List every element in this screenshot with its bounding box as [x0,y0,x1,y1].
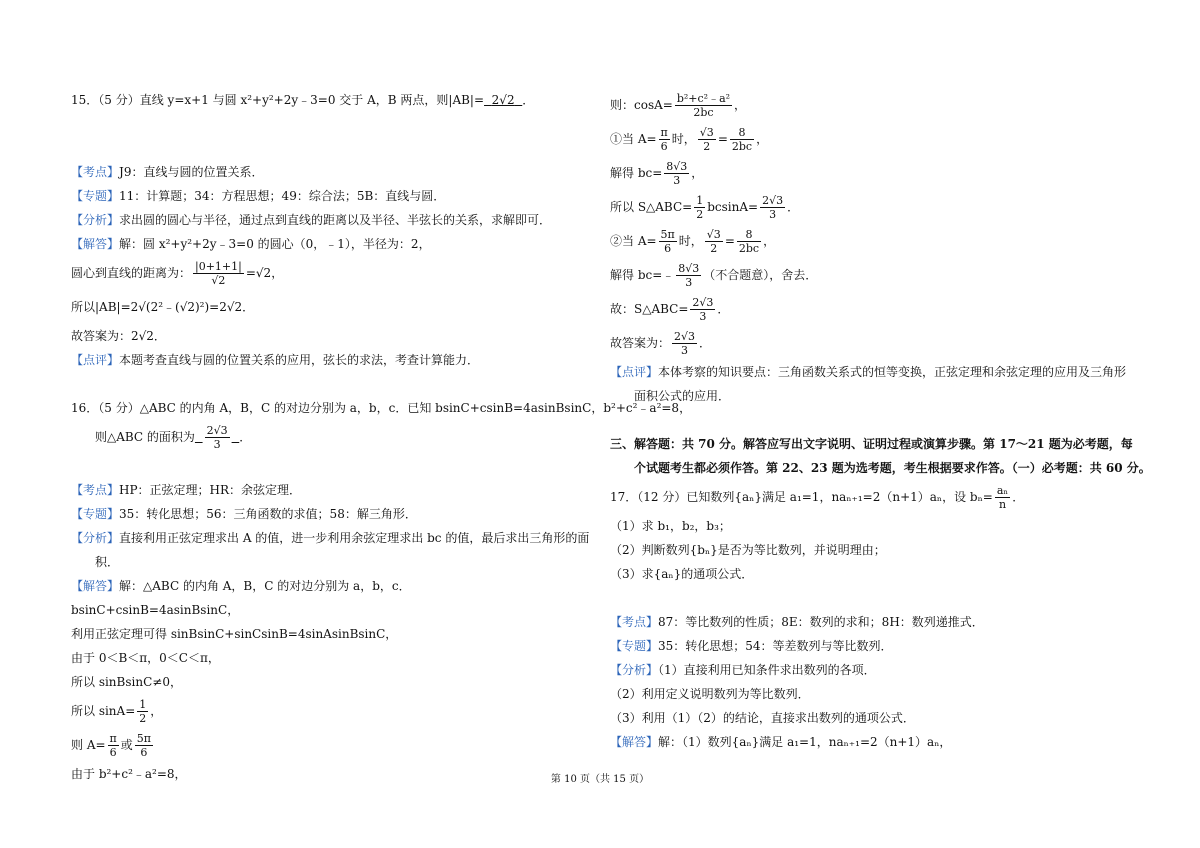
step-text: 时， [671,132,696,146]
q15-kaodian [71,160,591,184]
frac-num: 2√3 [674,330,696,343]
zhuanti-tag: 【专题】 [71,507,120,521]
frac-num: 8 [730,126,754,140]
frac-b [698,126,716,153]
section-heading [610,432,1140,456]
bc-fraction [664,160,689,187]
r-answer: 故答案为： $\frac{2√3}{3}$ ． [610,330,712,357]
step-text: 或 [120,738,133,752]
kaodian-tag: 【考点】 [71,483,120,497]
frac-den: 2 [139,712,147,725]
frac-num: 8 [737,228,761,242]
frac-num: 8√3 [666,160,688,173]
q17-stem: 17．（12 分）已知数列{aₙ}满足 a₁=1，naₙ₊₁=2（n+1）aₙ，设 bₙ= $\frac{\text{aₙ}}{n}$ ． [610,484,1025,511]
frac-den: 3 [699,310,707,323]
frac-num: 2√3 [692,296,714,309]
frac-den: 6 [109,746,117,759]
fenxi-text-3: （3）利用（1）（2）的结论，直接求出数列的通项公式． [610,711,915,725]
r-cosA: 则：cosA= $\frac{\text{b²+c²﹣a²}}{2bc}$ ， [610,92,747,119]
frac-den: 6 [140,746,148,759]
q16-stem-text: 16．（5 分）△ABC 的内角 A，B，C 的对边分别为 a，b，c．已知 bsinC+csinB=4asinBsinC，b²+c²﹣a²=8， [71,401,692,415]
step-text: bcsinA= [707,200,759,214]
frac-num: π [109,732,117,745]
part-text: （3）求{aₙ}的通项公式． [610,567,754,581]
q17-zhuanti [610,634,1140,658]
q16-step-4 [71,646,591,670]
step-text: 利用正弦定理可得 sinBsinC+sinCsinB=4sinAsinBsinC， [71,627,398,641]
frac-den: 2bc [738,242,760,255]
q17-stem-text: 17．（12 分）已知数列{aₙ}满足 a₁=1，naₙ₊₁=2（n+1）aₙ，设 bₙ= [610,490,993,504]
frac-num: 5π [136,732,152,745]
fenxi-text: 直接利用正弦定理求出 A 的值，进一步利用余弦定理求出 bc 的值，最后求出三角形的面 [119,531,590,545]
kaodian-tag: 【考点】 [610,615,659,629]
sina-fraction [137,698,148,725]
q16-step-5 [71,670,591,694]
frac-den: 3 [213,438,221,451]
step-text: 解得 bc= [610,166,663,180]
dianping-text-2: 面积公式的应用． [634,389,731,403]
q16-fenxi [71,526,591,550]
equals: = [717,132,728,146]
frac-num: b²+c²﹣a² [676,92,731,105]
q16-stem-2-text: 则△ABC 的面积为 [95,430,195,444]
frac-num: 2√3 [762,194,784,207]
step-text: 由于 0＜B＜π，0＜C＜π， [71,651,220,665]
area-fraction [690,296,715,323]
frac-num: √3 [699,126,714,139]
cosA-fraction [675,92,732,119]
q17-part-1 [610,514,1140,538]
kaodian-text: HP：正弦定理；HR：余弦定理． [119,483,302,497]
fenxi-tag: 【分析】 [71,531,120,545]
zhuanti-text: 11：计算题；34：方程思想；49：综合法；5B：直线与圆． [119,189,446,203]
jieda-text: 解：（1）数列{aₙ}满足 a₁=1，naₙ₊₁=2（n+1）aₙ， [658,735,952,749]
q16-step-2 [71,598,591,622]
step-text: ①当 A= [610,132,657,146]
zhuanti-tag: 【专题】 [71,189,120,203]
q15-zhuanti [71,184,591,208]
r-case-2: ②当 A= $\frac{5\pi}{6}$ 时， $\frac{√3}{2}$ = $\frac{8}{2bc}$ ， [610,228,776,255]
frac-num: 1 [696,194,704,207]
r-bc-2 [610,258,1140,292]
frac-den: 3 [681,344,689,357]
q15-answer [484,93,522,107]
fenxi-tag: 【分析】 [610,663,659,677]
r-dianping-2 [610,384,1140,408]
frac-den: 6 [660,140,668,153]
q15-stem: 15．（5 分）直线 y=x+1 与圆 x²+y²+2y﹣3=0 交于 A，B 两点，则|AB|= 2√2 ． [71,93,535,107]
section-heading-text-2: 个试题考生都必须作答。第 22、23 题为选考题，考生根据要求作答。（一）必考题：共 60 分。 [634,461,1151,475]
frac-num: 2√3 [206,424,228,437]
frac-den: 2bc [731,140,753,153]
frac-den: 2 [710,242,718,255]
frac-a [659,228,677,255]
part-text: （2）判断数列{bₙ}是否为等比数列，并说明理由； [610,543,886,557]
step-text: 所以 sinA= [71,704,136,718]
frac-num: 8√3 [678,262,700,275]
step-text: （不合题意），舍去． [703,268,818,282]
step-text: 由于 b²+c²﹣a²=8， [71,767,187,781]
step-text: bsinC+csinB=4asinBsinC， [71,603,240,617]
q16-answer [205,424,230,451]
r-area-1: 所以 S△ABC= $\frac{1}{2}$ bcsinA= $\frac{2√3}{3}$ ． [610,194,800,221]
page-footer: 第 10 页（共 15 页） [550,774,650,785]
frac-c [730,126,754,153]
q15-dianping [71,348,591,372]
q17-kaodian [610,610,1140,634]
r-case-1: ①当 A= $\frac{\pi}{6}$ 时， $\frac{√3}{2}$ = $\frac{8}{2bc}$ ， [610,126,769,153]
distance-result: =√2， [245,266,284,280]
q17-fenxi-3 [610,706,1140,730]
frac-c [737,228,761,255]
q16-answer-blank [195,424,239,451]
dianping-tag: 【点评】 [71,353,120,367]
step-text: 故答案为： [610,336,671,350]
equals: = [724,234,735,248]
half-fraction [694,194,705,221]
q17-jieda [610,730,1140,754]
frac-num: aₙ [996,484,1009,497]
frac-den: 3 [673,174,681,187]
q15-ab-length [71,290,591,324]
zhuanti-text: 35：转化思想；54：等差数列与等比数列． [658,639,893,653]
q15-jieda [71,232,591,256]
r-area-2: 故：S△ABC= $\frac{2√3}{3}$ ． [610,296,730,323]
step-text: 则：cosA= [610,98,673,112]
part-text: （1）求 b₁，b₂，b₃； [610,519,731,533]
frac-b [705,228,723,255]
distance-fraction [193,260,244,287]
bc-fraction [676,262,701,289]
step-text: ②当 A= [610,234,657,248]
jieda-text: 解：△ABC 的内角 A，B，C 的对边分别为 a，b，c． [119,579,411,593]
q16-jieda [71,574,591,598]
jieda-tag: 【解答】 [610,735,659,749]
kaodian-tag: 【考点】 [71,165,120,179]
frac-den: 2 [696,208,704,221]
angle-fraction-2 [135,732,153,759]
dianping-tag: 【点评】 [610,365,659,379]
zhuanti-tag: 【专题】 [610,639,659,653]
kaodian-text: 87：等比数列的性质；8E：数列的求和；8H：数列递推式． [658,615,984,629]
step-text: 故：S△ABC= [610,302,689,316]
q15-answer-text: 2√2 [491,93,515,107]
q16-stem [71,396,692,420]
step-text: 则 A= [71,738,106,752]
section-heading-2 [610,456,1151,480]
frac-num: π [660,126,668,139]
q17-part-3 [610,562,1140,586]
frac-num: 5π [660,228,675,241]
ab-length-text: 所以|AB|=2√(2²﹣(√2)²)=2√2． [71,300,255,314]
q15-final-answer [71,324,591,348]
section-heading-text: 三、解答题：共 70 分。解答应写出文字说明、证明过程或演算步骤。第 17～21 题为必考题，每 [610,437,1133,451]
frac-den: 2bc [693,106,714,119]
frac-num: 1 [139,698,147,711]
angle-fraction-1 [108,732,119,759]
q17-fenxi-2 [610,682,1140,706]
step-text: 所以 sinBsinC≠0， [71,675,182,689]
jieda-tag: 【解答】 [71,237,120,251]
right-column [610,88,1151,754]
frac-den: 3 [685,276,693,289]
step-text: 时， [678,234,703,248]
q16-step-7 [71,728,591,762]
q17-fenxi [610,658,1140,682]
frac-num: √3 [706,228,721,241]
step-text: 解得 bc=﹣ [610,268,675,282]
step-text: 所以 S△ABC= [610,200,693,214]
q16-stem-2: 则△ABC 的面积为 $\frac{2√3}{3}$ ． [95,424,252,451]
frac-den: 6 [664,242,672,255]
q16-kaodian [71,478,591,502]
fenxi-tag: 【分析】 [71,213,120,227]
fenxi-text: 求出圆的圆心与半径，通过点到直线的距离以及半径、半弦长的关系，求解即可． [119,213,552,227]
frac-den: n [998,498,1007,511]
q15-distance [71,256,591,290]
q16-step-3 [71,622,591,646]
frac-a [659,126,670,153]
q16-zhuanti [71,502,591,526]
frac-den: √2 [211,274,226,287]
fenxi-text-2: 积． [95,555,120,569]
frac-den: 3 [769,208,777,221]
final-answer-text: 故答案为：2√2． [71,329,166,343]
q16-fenxi-2 [71,550,591,574]
q15-fenxi [71,208,591,232]
distance-label: 圆心到直线的距离为： [71,266,192,280]
q15-stem-text: 15．（5 分）直线 y=x+1 与圆 x²+y²+2y﹣3=0 交于 A，B 两点，则|AB|= [71,93,485,107]
kaodian-text: J9：直线与圆的位置关系． [119,165,264,179]
frac-num: |0+1+1| [195,260,242,273]
bn-fraction [995,484,1010,511]
zhuanti-text: 35：转化思想；56：三角函数的求值；58：解三角形． [119,507,417,521]
q17-part-2 [610,538,1140,562]
fenxi-text: （1）直接利用已知条件求出数列的各项． [658,663,876,677]
frac-den: 2 [703,140,711,153]
jieda-tag: 【解答】 [71,579,120,593]
dianping-text: 本体考察的知识要点：三角函数关系式的恒等变换，正弦定理和余弦定理的应用及三角形 [658,365,1127,379]
q16-step-6: 所以 sinA= $\frac{1}{2}$ ， [71,698,163,725]
answer-fraction [672,330,697,357]
r-bc-1: 解得 bc= $\frac{8√3}{3}$ ， [610,160,704,187]
r-dianping [610,360,1140,384]
fenxi-text-2: （2）利用定义说明数列为等比数列． [610,687,810,701]
jieda-text: 解：圆 x²+y²+2y﹣3=0 的圆心（0，﹣1），半径为：2， [119,237,431,251]
area-fraction [760,194,785,221]
dianping-text: 本题考查直线与圆的位置关系的应用，弦长的求法，考查计算能力． [119,353,480,367]
